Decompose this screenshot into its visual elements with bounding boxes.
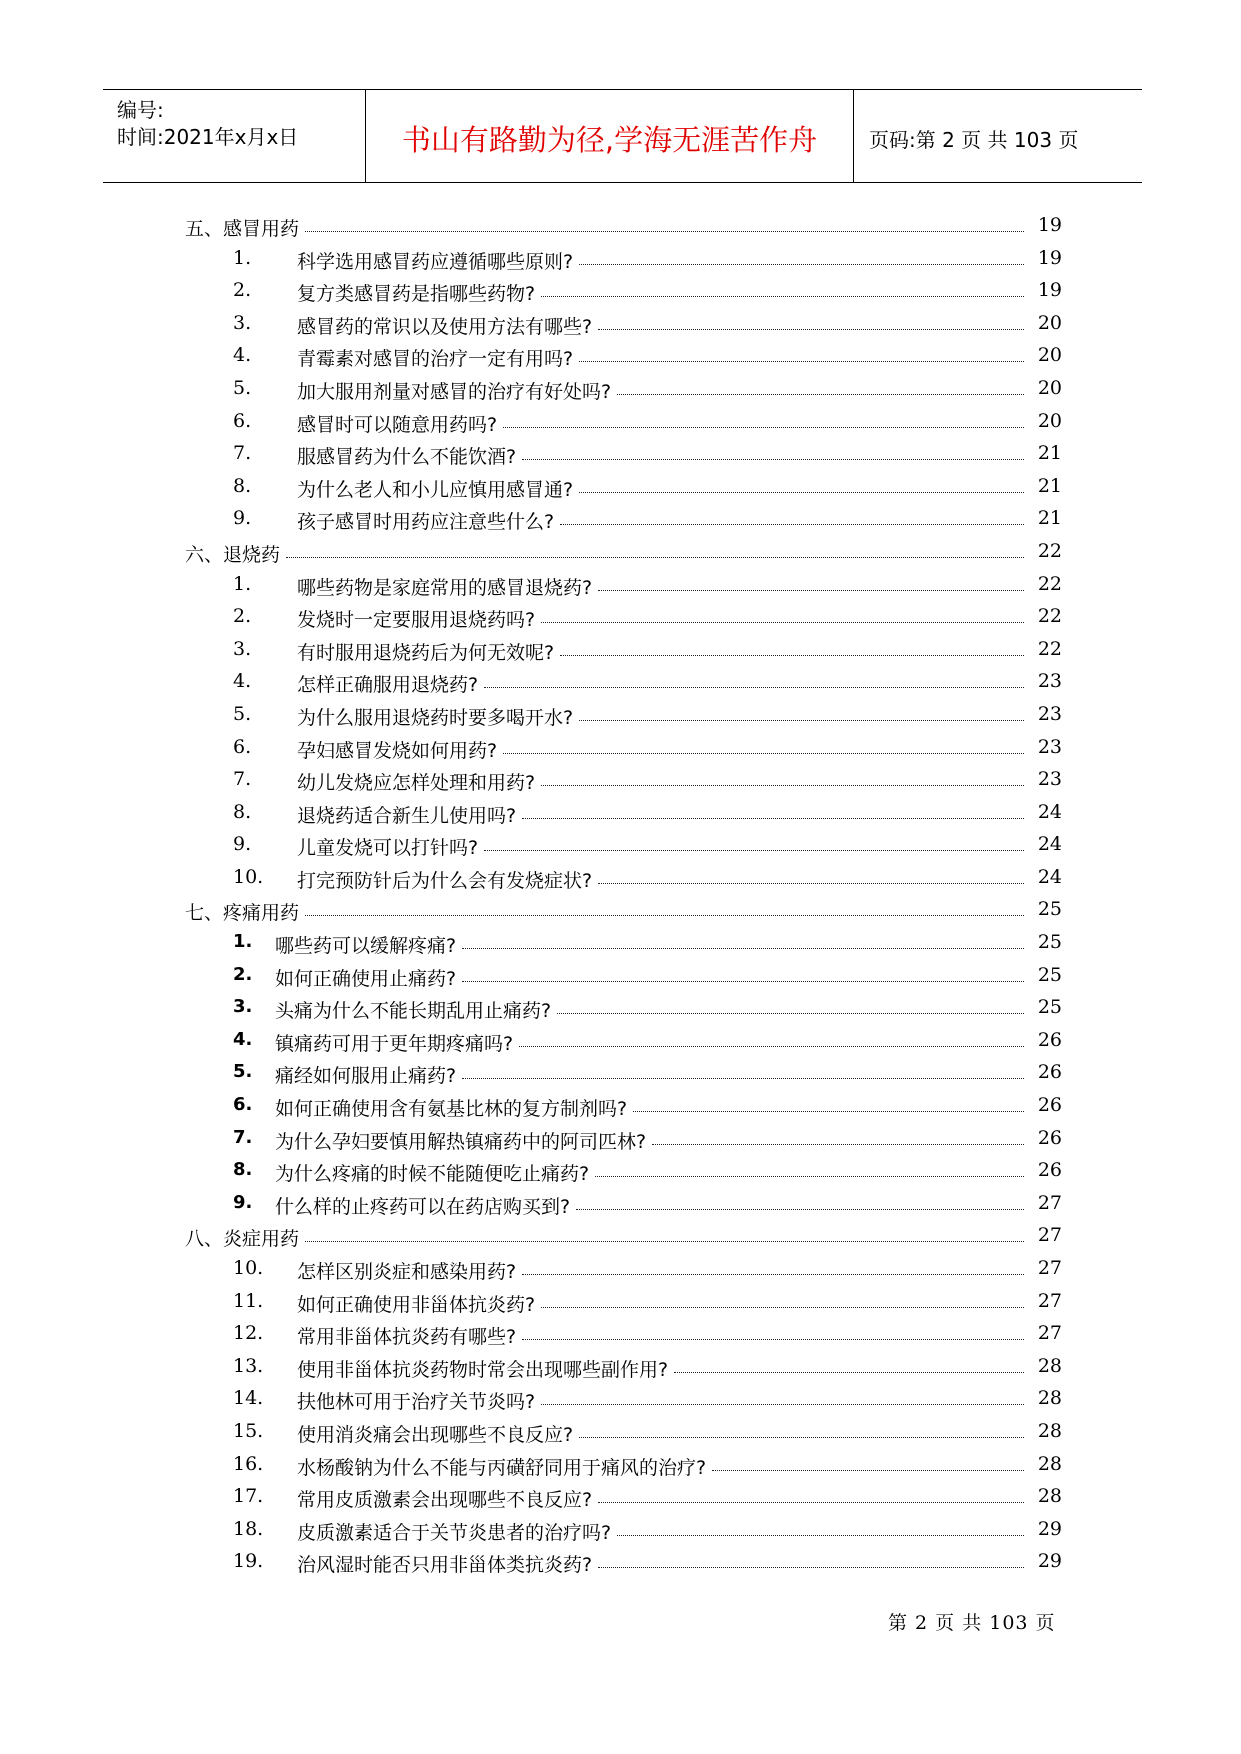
toc-number: 10.: [233, 865, 264, 888]
toc-title: 为什么孕妇要慎用解热镇痛药中的阿司匹林?: [275, 1130, 647, 1153]
toc-dot-leader: [598, 866, 1024, 884]
toc-title: 使用非甾体抗炎药物时常会出现哪些副作用?: [297, 1358, 669, 1381]
toc-number: 17.: [233, 1485, 264, 1508]
toc-entry-row[interactable]: [185, 797, 1062, 830]
toc-entry-row[interactable]: [185, 1546, 1062, 1579]
toc-dot-leader: [462, 931, 1024, 949]
toc-number: 5.: [233, 376, 252, 399]
toc-dot-leader: [484, 833, 1024, 851]
toc-title-group: [297, 442, 516, 469]
toc-page-number: 24: [1037, 865, 1062, 888]
toc-title: 常用皮质激素会出现哪些不良反应?: [297, 1489, 593, 1512]
toc-page-number: 28: [1037, 1452, 1062, 1475]
toc-title: 加大服用剂量对感冒的治疗有好处吗?: [297, 380, 612, 403]
toc-entry-row[interactable]: [185, 927, 1062, 960]
toc-dot-leader: [579, 475, 1024, 493]
toc-number: 6.: [233, 735, 252, 758]
toc-section-row[interactable]: [185, 536, 1062, 569]
toc-title-group: [275, 1127, 646, 1154]
toc-dot-leader: [503, 410, 1024, 428]
toc-title-group: [297, 507, 554, 534]
toc-number: 8.: [233, 1159, 253, 1181]
toc-entry-row[interactable]: [185, 960, 1062, 993]
toc-number: 3.: [233, 996, 253, 1018]
toc-page-number: 19: [1037, 279, 1062, 302]
toc-number: 3.: [233, 637, 252, 660]
toc-number: 16.: [233, 1452, 264, 1475]
toc-title: 感冒时可以随意用药吗?: [297, 413, 498, 436]
toc-title-group: [297, 1550, 592, 1577]
toc-entry-row[interactable]: [185, 992, 1062, 1025]
toc-dot-leader: [598, 1485, 1024, 1503]
toc-title: 儿童发烧可以打针吗?: [297, 837, 479, 860]
page-label: 页码:第 2 页 共 103 页: [869, 128, 1079, 152]
number-label: 编号:: [117, 98, 164, 122]
toc-number: 9.: [233, 833, 252, 856]
toc-title: 发烧时一定要服用退烧药吗?: [297, 609, 536, 632]
toc-title: 哪些药物是家庭常用的感冒退烧药?: [297, 576, 593, 599]
toc-title-group: [297, 247, 573, 274]
toc-number: 5.: [233, 1061, 253, 1083]
toc-dot-leader: [522, 1322, 1024, 1340]
toc-title: 哪些药可以缓解疼痛?: [275, 935, 457, 958]
toc-dot-leader: [541, 1387, 1024, 1405]
toc-number: 八、: [185, 1228, 224, 1251]
toc-page-number: 29: [1037, 1550, 1062, 1573]
toc-dot-leader: [541, 1290, 1024, 1308]
toc-title: 使用消炎痛会出现哪些不良反应?: [297, 1423, 574, 1446]
toc-title-group: [275, 1094, 627, 1121]
toc-number: 4.: [233, 1028, 253, 1050]
toc-title: 痛经如何服用止痛药?: [275, 1065, 457, 1088]
toc-number: 六、: [185, 543, 224, 566]
toc-page-number: 22: [1037, 539, 1062, 562]
toc-entry-row[interactable]: [185, 308, 1062, 341]
toc-number: 6.: [233, 1094, 253, 1116]
toc-page-number: 20: [1037, 376, 1062, 399]
toc-entry-row[interactable]: [185, 275, 1062, 308]
toc-entry-row[interactable]: [185, 1025, 1062, 1058]
toc-title: 复方类感冒药是指哪些药物?: [297, 283, 536, 306]
toc-page-number: 27: [1037, 1322, 1062, 1345]
toc-page-number: 22: [1037, 605, 1062, 628]
toc-title: 退烧药: [223, 543, 281, 566]
toc-page-number: 26: [1037, 1028, 1062, 1051]
toc-title: 疼痛用药: [223, 902, 300, 925]
toc-dot-leader: [579, 344, 1024, 362]
toc-page-number: 19: [1037, 214, 1062, 236]
toc-entry-row[interactable]: [185, 829, 1062, 862]
toc-page-number: 25: [1037, 996, 1062, 1019]
toc-page-number: 24: [1037, 800, 1062, 823]
toc-number: 9.: [233, 1191, 253, 1213]
toc-dot-leader: [712, 1453, 1024, 1471]
toc-title: 治风湿时能否只用非甾体类抗炎药?: [297, 1554, 593, 1577]
toc-dot-leader: [541, 768, 1024, 786]
toc-title: 炎症用药: [223, 1228, 300, 1251]
toc-entry-row[interactable]: [185, 243, 1062, 276]
toc-number: 14.: [233, 1387, 264, 1410]
toc-title-group: [297, 605, 535, 632]
toc-dot-leader: [598, 312, 1024, 330]
toc-title-group: [185, 898, 299, 925]
toc-number: 2.: [233, 279, 252, 302]
toc-number: 18.: [233, 1517, 264, 1540]
toc-dot-leader: [522, 1257, 1024, 1275]
toc-entry-row[interactable]: [185, 732, 1062, 765]
toc-title-group: [297, 670, 478, 697]
toc-entry-row[interactable]: [185, 1123, 1062, 1156]
toc-title-group: [297, 377, 611, 404]
toc-dot-leader: [462, 1061, 1024, 1079]
toc-entry-row[interactable]: [185, 438, 1062, 471]
toc-dot-leader: [503, 736, 1024, 754]
toc-section-row[interactable]: [185, 894, 1062, 927]
toc-title-group: [297, 1257, 516, 1284]
toc-entry-row[interactable]: [185, 1155, 1062, 1188]
toc-entry-row[interactable]: [185, 1351, 1062, 1384]
toc-page-number: 29: [1037, 1517, 1062, 1540]
toc-page-number: 19: [1037, 246, 1062, 269]
toc-entry-row[interactable]: [185, 1481, 1062, 1514]
toc-title-group: [297, 1420, 573, 1447]
toc-entry-row[interactable]: [185, 601, 1062, 634]
toc-title-group: [275, 1159, 589, 1186]
toc-page-number: 23: [1037, 768, 1062, 791]
toc-title-group: [297, 475, 573, 502]
toc-entry-row[interactable]: [185, 699, 1062, 732]
toc-page-number: 23: [1037, 702, 1062, 725]
toc-page-number: 22: [1037, 572, 1062, 595]
toc-dot-leader: [579, 703, 1024, 721]
toc-title: 科学选用感冒药应遵循哪些原则?: [297, 250, 574, 273]
toc-title: 青霉素对感冒的治疗一定有用吗?: [297, 348, 574, 371]
toc-dot-leader: [522, 801, 1024, 819]
toc-number: 1.: [233, 931, 253, 953]
toc-title-group: [275, 931, 456, 958]
toc-page-number: 20: [1037, 344, 1062, 367]
toc-page-number: 25: [1037, 963, 1062, 986]
toc-title: 感冒药的常识以及使用方法有哪些?: [297, 315, 593, 338]
toc-title-group: [297, 1387, 535, 1414]
toc-entry-row[interactable]: [185, 406, 1062, 439]
toc-page-number: 21: [1037, 507, 1062, 530]
toc-page-number: 23: [1037, 670, 1062, 693]
toc-title-group: [297, 279, 535, 306]
toc-title: 孩子感冒时用药应注意些什么?: [297, 511, 555, 534]
toc-number: 五、: [185, 218, 224, 240]
toc-title: 服感冒药为什么不能饮酒?: [297, 446, 517, 469]
toc-page-number: 26: [1037, 1061, 1062, 1084]
toc-number: 1.: [233, 572, 252, 595]
toc-title-group: [297, 573, 592, 600]
toc-number: 12.: [233, 1322, 264, 1345]
toc-title: 为什么老人和小儿应慎用感冒通?: [297, 478, 574, 501]
slogan: 书山有路勤为径,学海无涯苦作舟: [401, 123, 818, 157]
toc-entry-row[interactable]: [185, 503, 1062, 536]
toc-dot-leader: [484, 670, 1024, 688]
toc-page-number: 26: [1037, 1094, 1062, 1117]
toc-title-group: [297, 866, 592, 893]
toc-title-group: [297, 344, 573, 371]
toc-entry-row[interactable]: [185, 1514, 1062, 1547]
toc-title: 有时服用退烧药后为何无效呢?: [297, 641, 555, 664]
toc-entry-row[interactable]: [185, 569, 1062, 602]
toc-page-number: 26: [1037, 1159, 1062, 1182]
toc-title-group: [297, 768, 535, 795]
toc-title-group: [297, 833, 478, 860]
toc-title: 头痛为什么不能长期乱用止痛药?: [275, 1000, 552, 1023]
toc-entry-row[interactable]: [185, 1286, 1062, 1319]
toc-number: 8.: [233, 474, 252, 497]
toc-page-number: 23: [1037, 735, 1062, 758]
toc-title-group: [297, 1485, 592, 1512]
time-label: 时间:2021年x月x日: [117, 125, 299, 149]
toc-title: 如何正确使用止痛药?: [275, 967, 457, 990]
toc-page-number: 25: [1037, 898, 1062, 921]
toc-title-group: [275, 1192, 570, 1219]
toc-title-group: [297, 703, 573, 730]
toc-section-row[interactable]: [185, 210, 1062, 243]
toc-entry-row[interactable]: [185, 1383, 1062, 1416]
toc-page-number: 28: [1037, 1387, 1062, 1410]
toc-entry-row[interactable]: [185, 373, 1062, 406]
toc-entry-row[interactable]: [185, 471, 1062, 504]
toc-title-group: [297, 312, 592, 339]
toc-title-group: [297, 1453, 706, 1480]
toc-dot-leader: [305, 214, 1024, 232]
footer-page-number: 第 2 页 共 103 页: [888, 1612, 1056, 1634]
toc-number: 8.: [233, 800, 252, 823]
toc-page-number: 20: [1037, 409, 1062, 432]
toc-dot-leader: [579, 247, 1024, 265]
header-middle-cell: [366, 90, 854, 182]
toc-dot-leader: [519, 1029, 1024, 1047]
toc-number: 11.: [233, 1289, 264, 1312]
toc-dot-leader: [560, 638, 1024, 656]
toc-page-number: 26: [1037, 1126, 1062, 1149]
toc-entry-row[interactable]: [185, 666, 1062, 699]
toc-number: 15.: [233, 1419, 264, 1442]
toc-entry-row[interactable]: [185, 1057, 1062, 1090]
toc-title-group: [185, 1224, 299, 1251]
toc-entry-row[interactable]: [185, 1253, 1062, 1286]
toc-number: 5.: [233, 702, 252, 725]
toc-page-number: 21: [1037, 442, 1062, 465]
toc-title-group: [297, 410, 497, 437]
toc-dot-leader: [598, 573, 1024, 591]
toc-page-number: 27: [1037, 1191, 1062, 1214]
toc-title: 扶他林可用于治疗关节炎吗?: [297, 1391, 536, 1414]
toc-page-number: 27: [1037, 1224, 1062, 1247]
toc-number: 13.: [233, 1354, 264, 1377]
toc-page-number: 20: [1037, 311, 1062, 334]
toc-title: 什么样的止疼药可以在药店购买到?: [275, 1195, 571, 1218]
toc-title-group: [297, 801, 516, 828]
toc-title: 为什么疼痛的时候不能随便吃止痛药?: [275, 1163, 590, 1186]
toc-title-group: [275, 1029, 513, 1056]
toc-title: 皮质激素适合于关节炎患者的治疗吗?: [297, 1521, 612, 1544]
toc-dot-leader: [617, 377, 1024, 395]
header-left-cell: [103, 90, 366, 182]
toc-title: 感冒用药: [223, 218, 300, 240]
toc-title: 孕妇感冒发烧如何用药?: [297, 739, 498, 762]
toc-dot-leader: [305, 898, 1024, 916]
toc-title: 幼儿发烧应怎样处理和用药?: [297, 772, 536, 795]
toc-dot-leader: [305, 1224, 1024, 1242]
table-of-contents: [185, 210, 1062, 1579]
toc-entry-row[interactable]: [185, 634, 1062, 667]
toc-title-group: [297, 1518, 611, 1545]
toc-number: 7.: [233, 768, 252, 791]
toc-dot-leader: [541, 605, 1024, 623]
toc-dot-leader: [286, 540, 1024, 558]
toc-number: 2.: [233, 605, 252, 628]
toc-number: 6.: [233, 409, 252, 432]
toc-title-group: [297, 1290, 535, 1317]
toc-title: 镇痛药可用于更年期疼痛吗?: [275, 1032, 514, 1055]
toc-title-group: [297, 1355, 668, 1382]
page-header: [103, 89, 1142, 183]
toc-dot-leader: [579, 1420, 1024, 1438]
toc-title: 怎样区别炎症和感染用药?: [297, 1261, 517, 1283]
toc-page-number: 27: [1037, 1289, 1062, 1312]
toc-entry-row[interactable]: [185, 1449, 1062, 1482]
toc-number: 10.: [233, 1257, 264, 1279]
header-right-cell: [855, 90, 1142, 182]
toc-number: 4.: [233, 344, 252, 367]
toc-page-number: 25: [1037, 931, 1062, 954]
toc-page-number: 24: [1037, 833, 1062, 856]
toc-title-group: [297, 1322, 516, 1349]
toc-title-group: [275, 1061, 456, 1088]
toc-dot-leader: [522, 442, 1024, 460]
toc-entry-row[interactable]: [185, 862, 1062, 895]
toc-title: 如何正确使用非甾体抗炎药?: [297, 1293, 536, 1316]
toc-page-number: 28: [1037, 1354, 1062, 1377]
toc-dot-leader: [652, 1127, 1024, 1145]
toc-section-row[interactable]: [185, 1220, 1062, 1253]
toc-entry-row[interactable]: [185, 1090, 1062, 1123]
toc-title-group: [297, 638, 554, 665]
toc-title: 为什么服用退烧药时要多喝开水?: [297, 706, 574, 729]
toc-number: 9.: [233, 507, 252, 530]
toc-title-group: [297, 736, 497, 763]
toc-page-number: 28: [1037, 1419, 1062, 1442]
toc-title-group: [185, 214, 299, 241]
toc-entry-row[interactable]: [185, 1416, 1062, 1449]
toc-number: 2.: [233, 963, 253, 985]
toc-number: 3.: [233, 311, 252, 334]
toc-number: 19.: [233, 1550, 264, 1573]
toc-dot-leader: [462, 964, 1024, 982]
toc-number: 7.: [233, 442, 252, 465]
toc-title: 如何正确使用含有氨基比林的复方制剂吗?: [275, 1098, 628, 1121]
toc-title: 退烧药适合新生儿使用吗?: [297, 804, 517, 827]
toc-number: 七、: [185, 902, 224, 925]
toc-page-number: 22: [1037, 637, 1062, 660]
toc-dot-leader: [595, 1159, 1024, 1177]
toc-dot-leader: [598, 1550, 1024, 1568]
toc-number: 1.: [233, 246, 252, 269]
toc-title-group: [185, 540, 280, 567]
toc-entry-row[interactable]: [185, 340, 1062, 373]
toc-title: 常用非甾体抗炎药有哪些?: [297, 1326, 517, 1349]
toc-title-group: [275, 964, 456, 991]
toc-title: 水杨酸钠为什么不能与丙磺舒同用于痛风的治疗?: [297, 1456, 707, 1479]
toc-entry-row[interactable]: [185, 764, 1062, 797]
toc-page-number: 28: [1037, 1485, 1062, 1508]
toc-dot-leader: [560, 507, 1024, 525]
toc-page-number: 27: [1037, 1257, 1062, 1279]
toc-number: 7.: [233, 1126, 253, 1148]
toc-entry-row[interactable]: [185, 1318, 1062, 1351]
toc-dot-leader: [617, 1518, 1024, 1536]
toc-dot-leader: [674, 1355, 1024, 1373]
toc-dot-leader: [557, 996, 1024, 1014]
toc-dot-leader: [633, 1094, 1024, 1112]
toc-title-group: [275, 996, 551, 1023]
toc-dot-leader: [576, 1192, 1024, 1210]
toc-page-number: 21: [1037, 474, 1062, 497]
toc-number: 4.: [233, 670, 252, 693]
toc-entry-row[interactable]: [185, 1188, 1062, 1221]
toc-dot-leader: [541, 279, 1024, 297]
toc-title: 打完预防针后为什么会有发烧症状?: [297, 869, 593, 892]
toc-title: 怎样正确服用退烧药?: [297, 674, 479, 697]
